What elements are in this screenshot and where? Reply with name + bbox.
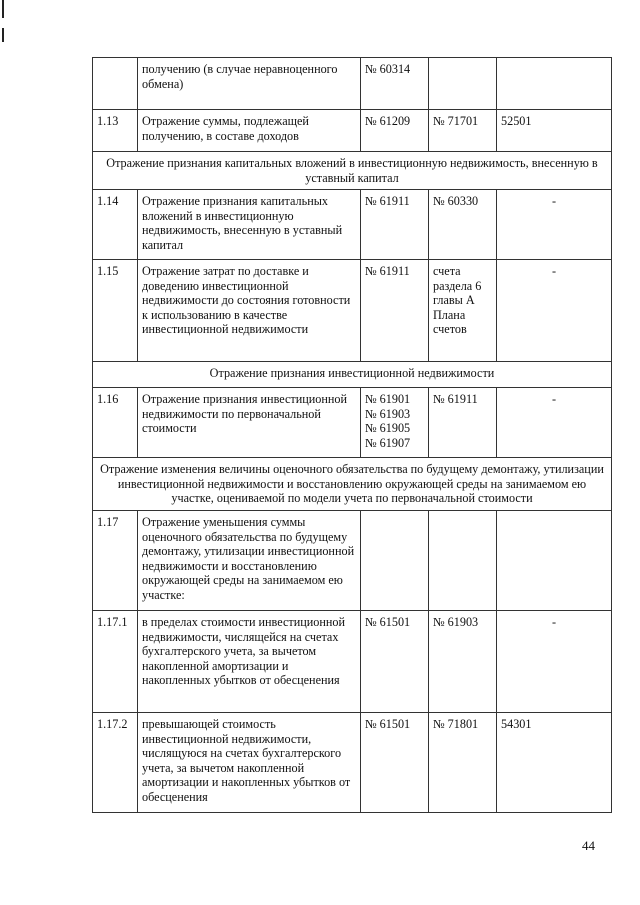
entry-description: Отражение признания капитальных вложений в инвестиционную недвижимость, внесенную в уставный капитал	[138, 190, 361, 260]
entry-number: 1.14	[93, 190, 138, 260]
credit-account	[429, 58, 497, 110]
section-row	[93, 362, 612, 388]
table-row	[93, 511, 612, 611]
table-row	[93, 611, 612, 713]
entry-number: 1.15	[93, 260, 138, 362]
symbol-code: 54301	[497, 713, 612, 813]
entry-description: Отражение суммы, подлежащей получению, в составе доходов	[138, 110, 361, 152]
table-row	[93, 713, 612, 813]
symbol-code: -	[497, 190, 612, 260]
credit-account: № 61903	[429, 611, 497, 713]
entry-description: Отражение признания инвестиционной недвижимости по первоначальной стоимости	[138, 388, 361, 458]
entry-number: 1.16	[93, 388, 138, 458]
accounting-entries-table	[92, 57, 612, 813]
credit-account: № 71701	[429, 110, 497, 152]
symbol-code: 52501	[497, 110, 612, 152]
table-row	[93, 388, 612, 458]
section-row	[93, 458, 612, 511]
entry-description: получению (в случае неравноценного обмена)	[138, 58, 361, 110]
page-number: 44	[582, 838, 595, 853]
credit-account: № 61911	[429, 388, 497, 458]
entry-number: 1.17.1	[93, 611, 138, 713]
entry-number: 1.13	[93, 110, 138, 152]
credit-account: № 60330	[429, 190, 497, 260]
margin-mark	[2, 28, 4, 42]
credit-account	[429, 511, 497, 611]
section-heading: Отражение изменения величины оценочного обязательства по будущему демонтажу, утилизации инвестиционной недвижимости и восстановлению окружающей среды на занимаемом ею участке, оцениваемой по модели учета по первоначальной стоимости	[93, 458, 612, 511]
entry-description: Отражение уменьшения суммы оценочного обязательства по будущему демонтажу, утилизации инвестиционной недвижимости и восстановлению окружающей среды на занимаемом ею участке:	[138, 511, 361, 611]
section-row	[93, 152, 612, 190]
entry-description: превышающей стоимость инвестиционной недвижимости, числящуюся на счетах бухгалтерского учета, за вычетом накопленной амортизации и накопленных убытков от обесценения	[138, 713, 361, 813]
debit-account: № 61911	[361, 260, 429, 362]
margin-mark	[2, 0, 4, 18]
symbol-code	[497, 58, 612, 110]
section-heading: Отражение признания капитальных вложений в инвестиционную недвижимость, внесенную в уставный капитал	[93, 152, 612, 190]
credit-account: счета раздела 6 главы А Плана счетов	[429, 260, 497, 362]
symbol-code: -	[497, 260, 612, 362]
symbol-code: -	[497, 611, 612, 713]
table-row	[93, 110, 612, 152]
debit-account: № 60314	[361, 58, 429, 110]
table-row	[93, 190, 612, 260]
debit-account: № 61209	[361, 110, 429, 152]
section-heading: Отражение признания инвестиционной недвижимости	[93, 362, 612, 388]
entry-number: 1.17	[93, 511, 138, 611]
credit-account: № 71801	[429, 713, 497, 813]
debit-account: № 61911	[361, 190, 429, 260]
entry-number	[93, 58, 138, 110]
debit-account: № 61501	[361, 611, 429, 713]
table-row	[93, 58, 612, 110]
entry-number: 1.17.2	[93, 713, 138, 813]
debit-account: № 61501	[361, 713, 429, 813]
debit-account	[361, 511, 429, 611]
debit-account: № 61901 № 61903 № 61905 № 61907	[361, 388, 429, 458]
entry-description: в пределах стоимости инвестиционной недвижимости, числящейся на счетах бухгалтерского учета, за вычетом накопленной амортизации и накопленных убытков от обесценения	[138, 611, 361, 713]
table-row	[93, 260, 612, 362]
entry-description: Отражение затрат по доставке и доведению инвестиционной недвижимости до состояния готовности к использованию в качестве инвестиционной недвижимости	[138, 260, 361, 362]
symbol-code: -	[497, 388, 612, 458]
symbol-code	[497, 511, 612, 611]
